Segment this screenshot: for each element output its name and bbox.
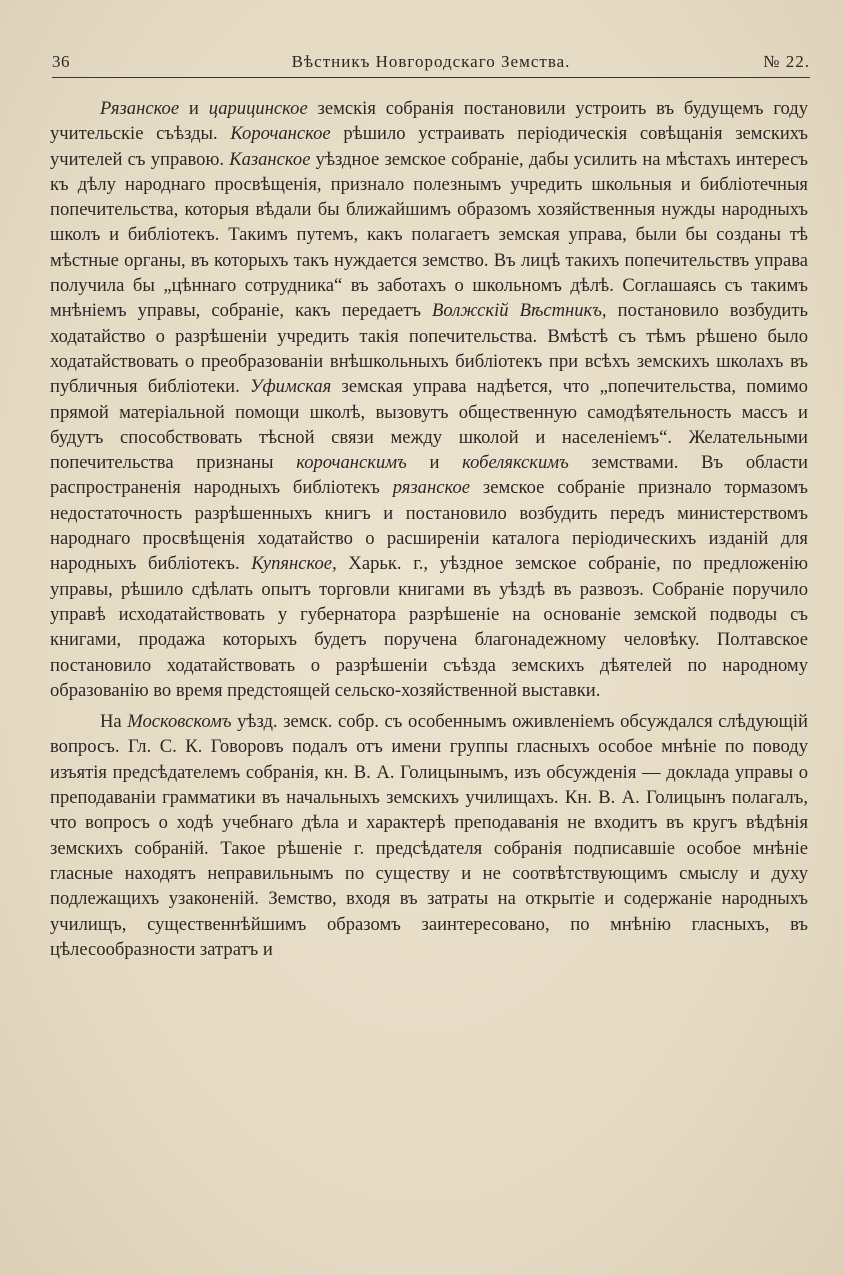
text-run: На: [100, 711, 128, 733]
text-run: земскія собранія постановили устроить въ будущемъ году учительскіе съѣзды.: [50, 98, 808, 145]
paragraph-moscow-assembly: [50, 709, 808, 962]
journal-title: Вѣстникъ Новгородскаго Земства.: [291, 52, 571, 71]
text-run: земская управа надѣется, что „попечительства, помимо прямой матеріальной помощи школѣ, вызовутъ общественную самодѣятельность массъ и будутъ способствовать тѣсной связи между школой и населеніемъ“. Желательными попечительства признаны: [50, 376, 808, 474]
header-rule: [52, 77, 810, 78]
paragraph-zemstvo-assemblies: [50, 96, 808, 703]
text-run: и: [406, 452, 463, 474]
text-run: земское собраніе признало тормазомъ недостаточность разрѣшенныхъ книгъ и постановило возбудить передъ министерствомъ народнаго просвѣщенія ходатайство о расширеніи каталога періодическихъ изданій для народныхъ библіотекъ.: [50, 477, 808, 575]
emphasis-tsaritsyn: царицинское: [208, 98, 308, 119]
emphasis-volzhsky-vestnik: Волжскій Вѣстникъ: [432, 300, 602, 322]
text-run: уѣздное земское собраніе, дабы усилить на мѣстахъ интересъ къ дѣлу народнаго просвѣщенія, признало полезнымъ учредить школьныя и библіотечныя попечительства, которыя вѣдали бы ближайшимъ образомъ хозяйственныя нужды народныхъ школъ и библіотекъ. Такимъ путемъ, какъ полагаетъ земская управа, были бы созданы тѣ мѣстные органы, въ которыхъ такъ нуждается земство. Въ лицѣ такихъ попечительствъ управа получила бы „цѣннаго сотрудника“ въ заботахъ о школьномъ дѣлѣ. Соглашаясь съ такимъ мнѣніемъ управы, собраніе, какъ передаетъ: [50, 148, 809, 322]
text-run: , постановило возбудить ходатайство о разрѣшеніи учредить такія попечительства. Вмѣстѣ съ тѣмъ рѣшено было ходатайствовать о преобразованіи внѣшкольныхъ библіотекъ при всѣхъ земскихъ школахъ въ публичныя библіотеки.: [50, 300, 808, 398]
emphasis-korocha: Корочанское: [230, 123, 331, 145]
emphasis-kupyansk: Купянское: [251, 553, 333, 575]
emphasis-kazan: Казанское: [229, 148, 311, 170]
text-run: земствами. Въ области распространенія народныхъ библіотекъ: [50, 452, 808, 499]
text-run: рѣшило устраивать періодическія совѣщанія земскихъ учителей съ управою.: [50, 123, 809, 170]
issue-number: № 22.: [763, 52, 810, 71]
text-run: и: [179, 98, 209, 119]
emphasis-moscow: Московскомъ: [127, 711, 232, 733]
page-number: 36: [52, 52, 70, 71]
emphasis-korocha-zemstvo: корочанскимъ: [296, 452, 407, 474]
emphasis-ufa: Уфимская: [249, 376, 332, 398]
emphasis-ryazan-2: рязанское: [392, 477, 470, 499]
emphasis-ryazan: Рязанское: [100, 98, 180, 119]
text-run: , Харьк. г., уѣздное земское собраніе, по предложенію управы, рѣшило сдѣлать опытъ торговли книгами въ уѣздѣ въ развозъ. Собраніе поручило управѣ исходатайствовать у губернатора разрѣшеніе на основаніе земской подводы съ книгами, продажа которыхъ будетъ поручена благонадежному человѣку. Полтавское постановило ходатайствовать о разрѣшеніи съѣзда земскихъ дѣятелей по народному образованію во время предстоящей сельско-хозяйственной выставки.: [50, 553, 808, 701]
emphasis-kobelyaki: кобелякскимъ: [462, 452, 569, 474]
text-run: уѣзд. земск. собр. съ особеннымъ оживленіемъ обсуждался слѣдующій вопросъ. Гл. С. К. Говоровъ подалъ отъ имени группы гласныхъ особое мнѣніе по поводу изъятія предсѣдателемъ собранія, кн. В. А. Голицынымъ, изъ обсужденія — доклада управы о преподаваніи грамматики въ начальныхъ земскихъ училищахъ. Кн. В. А. Голицынъ полагалъ, что вопросъ о ходѣ учебнаго дѣла и характерѣ преподаванія не входитъ въ кругъ вѣдѣнія земскихъ собраній. Такое рѣшеніе г. предсѣдателя собранія подписавшіе особое мнѣніе гласные находятъ неправильнымъ по существу и не соотвѣтствующимъ смыслу и духу подлежащихъ узаконеній. Земство, входя въ затраты на открытіе и содержаніе народныхъ училищъ, существеннѣйшимъ образомъ заинтересовано, по мнѣнію гласныхъ, въ цѣлесообразности затратъ и: [50, 711, 808, 960]
page-header: [52, 48, 810, 78]
body-text: [50, 96, 808, 962]
